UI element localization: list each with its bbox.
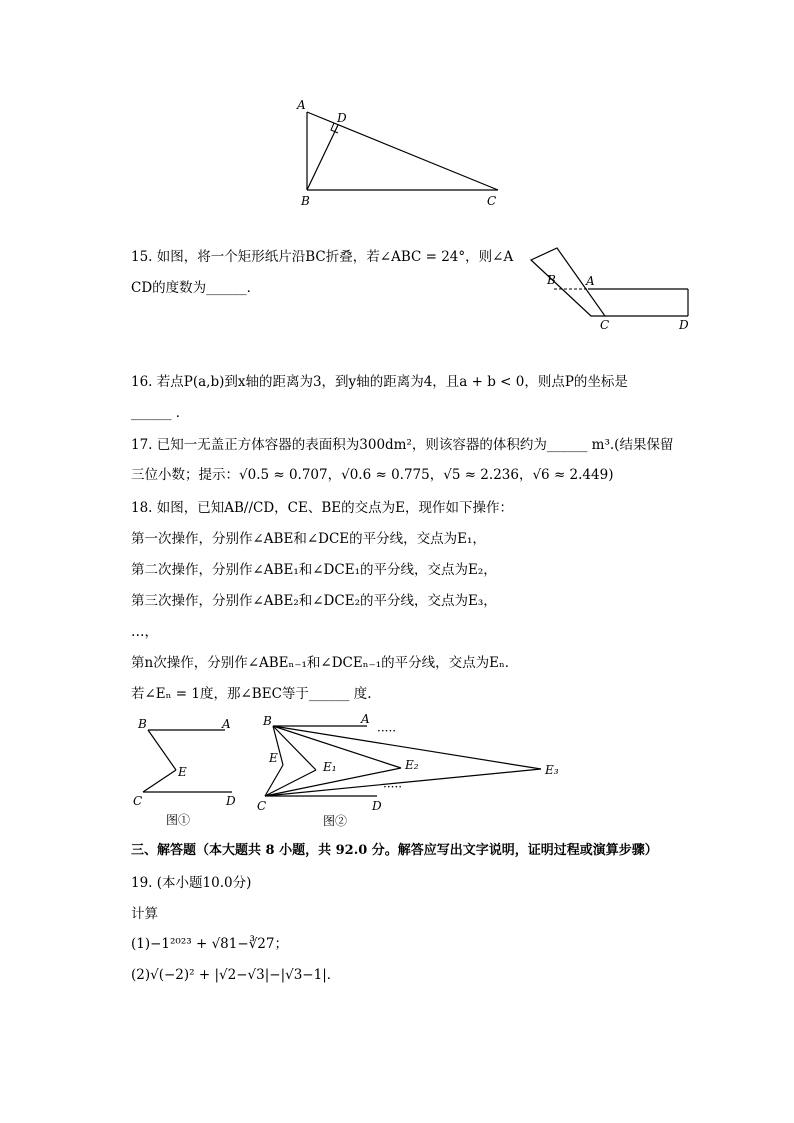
label-a: A: [361, 712, 370, 726]
q15-line1: 15. 如图，将一个矩形纸片沿BC折叠，若∠ABC = 24°，则∠A: [131, 249, 514, 265]
label-c: C: [257, 799, 267, 813]
q18-line4: 第三次操作，分别作∠ABE₂和∠DCE₂的平分线，交点为E₃，: [131, 593, 497, 609]
q19-item1: (1)−1²⁰²³ + √81−∛27；: [131, 936, 288, 952]
label-b: B: [138, 717, 147, 731]
q16-line1: 16. 若点P(a,b)到x轴的距离为3，到y轴的距离为4，且a + b < 0，则点P的坐标是: [131, 374, 628, 390]
label-d: D: [226, 794, 236, 808]
figure-caption-2: 图②: [323, 814, 348, 828]
label-c: C: [600, 318, 610, 332]
label-e1: E₁: [323, 760, 337, 774]
label-b: B: [547, 273, 556, 287]
label-e2: E₂: [405, 758, 419, 772]
q19-item2: (2)√(−2)² + |√2−√3|−|√3−1|．: [131, 967, 341, 983]
q18-line6: 第n次操作，分别作∠ABEₙ₋₁和∠DCEₙ₋₁的平分线，交点为Eₙ．: [131, 655, 519, 671]
label-a: A: [297, 98, 306, 112]
parallel-lines-figure-1: [128, 712, 248, 832]
label-b: B: [301, 194, 310, 208]
q18-line5: …，: [131, 624, 158, 640]
label-d: D: [372, 799, 382, 813]
label-b: B: [263, 714, 272, 728]
parallel-lines-figure-2: [253, 712, 573, 832]
triangle-figure-14: [290, 92, 510, 212]
q18-line2: 第一次操作，分别作∠ABE和∠DCE的平分线，交点为E₁，: [131, 531, 486, 547]
label-a: A: [586, 274, 595, 288]
label-d: D: [679, 318, 689, 332]
dots-top: ·····: [377, 724, 397, 738]
q15-line2: CD的度数为______．: [131, 280, 261, 296]
label-a: A: [222, 717, 231, 731]
label-e3: E₃: [545, 763, 559, 777]
label-c: C: [133, 794, 143, 808]
q17-line1: 17. 已知一无盖正方体容器的表面积为300dm²，则该容器的体积约为______ m³.(结果保留: [131, 437, 674, 453]
section-title: 三、解答题（本大题共 8 小题，共 92.0 分。解答应写出文字说明，证明过程或演算步骤）: [131, 843, 658, 858]
figure-caption-1: 图①: [166, 813, 191, 827]
label-c: C: [487, 194, 497, 208]
label-e: E: [178, 765, 187, 779]
q19-instruction: 计算: [131, 906, 158, 922]
dots-bottom: ·····: [383, 780, 403, 794]
label-d: D: [337, 111, 347, 125]
folded-paper-figure-15: [528, 240, 698, 335]
q17-line2: 三位小数；提示：√0.5 ≈ 0.707，√0.6 ≈ 0.775，√5 ≈ 2.236，√6 ≈ 2.449): [131, 467, 614, 483]
q18-line1: 18. 如图，已知AB//CD，CE、BE的交点为E，现作如下操作：: [131, 500, 513, 516]
q16-line2: ______ ．: [131, 405, 190, 421]
q18-line7: 若∠Eₙ = 1度，那∠BEC等于______ 度.: [131, 686, 372, 702]
q19-header: 19. (本小题10.0分): [131, 875, 252, 891]
q18-line3: 第二次操作，分别作∠ABE₁和∠DCE₁的平分线，交点为E₂，: [131, 562, 497, 578]
label-e: E: [269, 751, 278, 765]
